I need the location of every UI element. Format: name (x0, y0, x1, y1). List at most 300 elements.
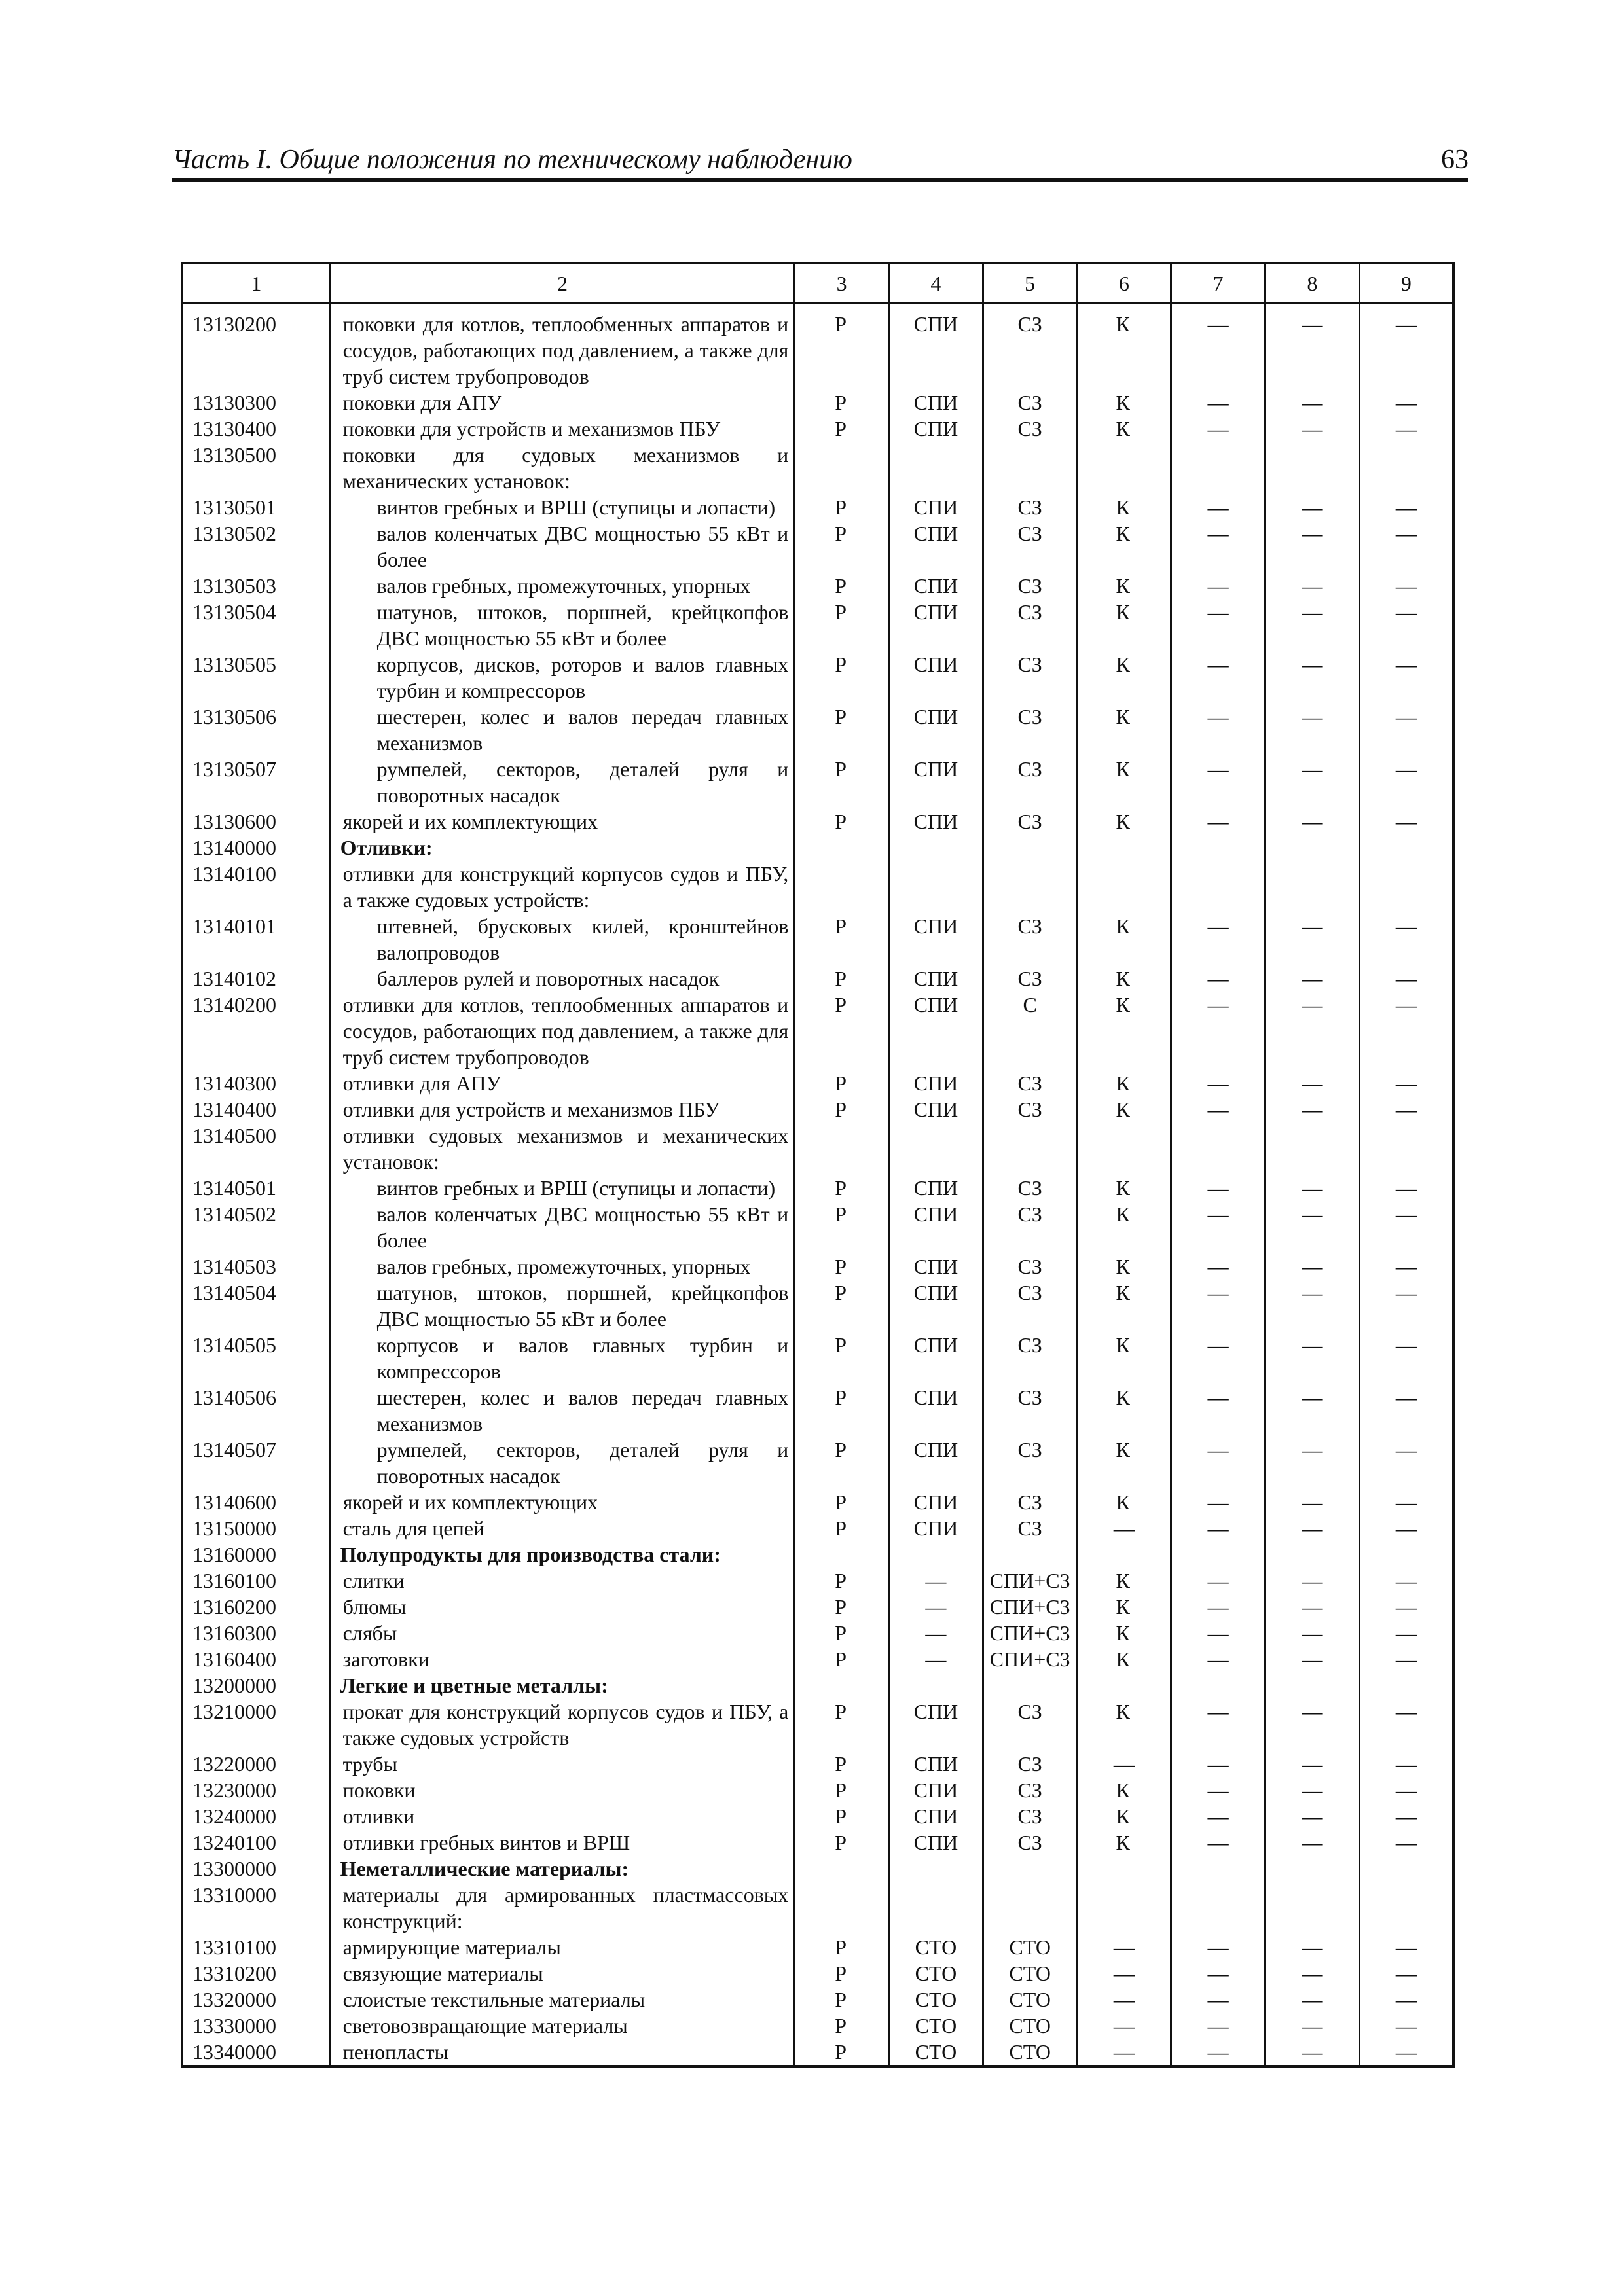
row-code: 13130400 (182, 416, 330, 442)
table-row (182, 1646, 1453, 1672)
row-cell-col3: Р (795, 1986, 889, 2013)
row-cell-col6 (1077, 1541, 1171, 1568)
row-cell-col5: СЗ (983, 1253, 1077, 1280)
column-header: 5 (983, 263, 1077, 304)
row-cell-col5: СЗ (983, 520, 1077, 573)
table-row (182, 1489, 1453, 1515)
row-cell-col3 (795, 1882, 889, 1934)
row-cell-col8: — (1265, 1515, 1359, 1541)
table-row (182, 1515, 1453, 1541)
row-cell-col3: Р (795, 1489, 889, 1515)
row-name: слитки (330, 1568, 795, 1594)
row-cell-col9: — (1359, 1175, 1453, 1201)
row-cell-col6: К (1077, 965, 1171, 992)
row-cell-col8: — (1265, 1070, 1359, 1096)
row-cell-col7: — (1171, 389, 1266, 416)
row-cell-col7: — (1171, 704, 1266, 756)
row-cell-col7: — (1171, 2039, 1266, 2066)
row-cell-col7: — (1171, 1201, 1266, 1253)
row-cell-col5: СЗ (983, 1384, 1077, 1437)
table-row (182, 1280, 1453, 1332)
row-name: отливки для конструкций корпусов судов и ПБУ, а также судовых устройств: (330, 861, 795, 913)
row-cell-col4: — (889, 1568, 983, 1594)
row-cell-col6: К (1077, 573, 1171, 599)
table-row (182, 808, 1453, 834)
table-row (182, 1751, 1453, 1777)
table-row (182, 2039, 1453, 2066)
row-cell-col4: СПИ (889, 1777, 983, 1803)
requirements-table (181, 262, 1455, 2068)
row-cell-col5: СЗ (983, 1698, 1077, 1751)
row-name: шестерен, колес и валов передач главных механизмов (330, 704, 795, 756)
row-cell-col8: — (1265, 1960, 1359, 1986)
row-cell-col8: — (1265, 913, 1359, 965)
row-cell-col7 (1171, 834, 1266, 861)
row-cell-col9: — (1359, 2039, 1453, 2066)
row-name: шатунов, штоков, поршней, крейцкопфов ДВС мощностью 55 кВт и более (330, 1280, 795, 1332)
row-cell-col4 (889, 861, 983, 913)
row-cell-col6: К (1077, 1489, 1171, 1515)
row-cell-col4: — (889, 1646, 983, 1672)
row-code: 13140600 (182, 1489, 330, 1515)
row-cell-col8: — (1265, 965, 1359, 992)
row-cell-col5: СЗ (983, 1515, 1077, 1541)
section-heading: Легкие и цветные металлы: (330, 1672, 795, 1698)
row-cell-col3: Р (795, 389, 889, 416)
table-row (182, 1175, 1453, 1201)
row-cell-col3: Р (795, 913, 889, 965)
table-row (182, 2013, 1453, 2039)
row-cell-col7: — (1171, 651, 1266, 704)
row-cell-col6: К (1077, 1070, 1171, 1096)
row-code: 13210000 (182, 1698, 330, 1751)
row-cell-col8: — (1265, 1568, 1359, 1594)
row-cell-col8 (1265, 442, 1359, 494)
row-cell-col5 (983, 861, 1077, 913)
row-cell-col9: — (1359, 1096, 1453, 1122)
row-cell-col5 (983, 1856, 1077, 1882)
row-cell-col9: — (1359, 1620, 1453, 1646)
row-cell-col5: СТО (983, 2039, 1077, 2066)
row-cell-col6: К (1077, 389, 1171, 416)
row-name: поковки для устройств и механизмов ПБУ (330, 416, 795, 442)
row-cell-col9: — (1359, 704, 1453, 756)
row-cell-col6: К (1077, 756, 1171, 808)
row-cell-col8: — (1265, 2039, 1359, 2066)
row-code: 13340000 (182, 2039, 330, 2066)
row-name: световозвращающие материалы (330, 2013, 795, 2039)
row-cell-col5: СЗ (983, 965, 1077, 992)
row-name: корпусов, дисков, роторов и валов главных турбин и компрессоров (330, 651, 795, 704)
row-cell-col6: — (1077, 2039, 1171, 2066)
row-name: шестерен, колес и валов передач главных механизмов (330, 1384, 795, 1437)
row-cell-col5 (983, 442, 1077, 494)
row-cell-col8: — (1265, 992, 1359, 1070)
row-cell-col3: Р (795, 304, 889, 390)
row-code: 13330000 (182, 2013, 330, 2039)
row-cell-col9: — (1359, 1751, 1453, 1777)
row-code: 13160000 (182, 1541, 330, 1568)
row-cell-col3: Р (795, 1515, 889, 1541)
row-cell-col4: СТО (889, 1934, 983, 1960)
row-cell-col7: — (1171, 808, 1266, 834)
row-cell-col6: — (1077, 1986, 1171, 2013)
row-cell-col7: — (1171, 1489, 1266, 1515)
row-cell-col4: СПИ (889, 1803, 983, 1829)
row-cell-col3: Р (795, 1594, 889, 1620)
row-name: поковки для АПУ (330, 389, 795, 416)
row-cell-col4: СПИ (889, 913, 983, 965)
row-cell-col8: — (1265, 756, 1359, 808)
row-cell-col3: Р (795, 1096, 889, 1122)
row-cell-col9: — (1359, 1280, 1453, 1332)
table-row (182, 416, 1453, 442)
table-row (182, 573, 1453, 599)
row-cell-col6: К (1077, 651, 1171, 704)
column-header: 8 (1265, 263, 1359, 304)
row-cell-col6: К (1077, 1777, 1171, 1803)
column-header: 6 (1077, 263, 1171, 304)
row-cell-col4: СПИ (889, 599, 983, 651)
row-cell-col8: — (1265, 808, 1359, 834)
row-cell-col3: Р (795, 1620, 889, 1646)
row-code: 13140000 (182, 834, 330, 861)
page-header (172, 137, 1468, 182)
row-cell-col5: СЗ (983, 808, 1077, 834)
row-cell-col7: — (1171, 1384, 1266, 1437)
row-code: 13140507 (182, 1437, 330, 1489)
row-cell-col5: СЗ (983, 1489, 1077, 1515)
row-code: 13140501 (182, 1175, 330, 1201)
row-name: валов гребных, промежуточных, упорных (330, 1253, 795, 1280)
row-cell-col6: К (1077, 1803, 1171, 1829)
row-cell-col9: — (1359, 1829, 1453, 1856)
row-cell-col5: СЗ (983, 573, 1077, 599)
row-code: 13150000 (182, 1515, 330, 1541)
table-row (182, 1934, 1453, 1960)
row-cell-col9: — (1359, 1777, 1453, 1803)
table-row (182, 304, 1453, 390)
row-cell-col7: — (1171, 1568, 1266, 1594)
row-cell-col9: — (1359, 1253, 1453, 1280)
table-row (182, 1620, 1453, 1646)
row-code: 13230000 (182, 1777, 330, 1803)
row-cell-col3 (795, 1672, 889, 1698)
row-name: винтов гребных и ВРШ (ступицы и лопасти) (330, 494, 795, 520)
row-cell-col9 (1359, 1856, 1453, 1882)
row-cell-col9: — (1359, 1986, 1453, 2013)
row-cell-col4: СТО (889, 1986, 983, 2013)
table-row (182, 1096, 1453, 1122)
row-cell-col8: — (1265, 1698, 1359, 1751)
row-cell-col3: Р (795, 494, 889, 520)
row-code: 13130504 (182, 599, 330, 651)
row-cell-col6 (1077, 1882, 1171, 1934)
row-cell-col3: Р (795, 1960, 889, 1986)
row-cell-col6: — (1077, 1960, 1171, 1986)
row-cell-col5: СЗ (983, 1803, 1077, 1829)
row-cell-col7: — (1171, 1280, 1266, 1332)
row-code: 13160300 (182, 1620, 330, 1646)
row-cell-col9: — (1359, 389, 1453, 416)
row-code: 13240100 (182, 1829, 330, 1856)
row-code: 13140400 (182, 1096, 330, 1122)
row-code: 13140100 (182, 861, 330, 913)
row-code: 13130500 (182, 442, 330, 494)
row-cell-col6: К (1077, 1646, 1171, 1672)
row-cell-col3 (795, 1541, 889, 1568)
row-cell-col3: Р (795, 1332, 889, 1384)
row-cell-col3: Р (795, 1777, 889, 1803)
column-header: 3 (795, 263, 889, 304)
running-title: Часть I. Общие положения по техническому наблюдению (172, 145, 852, 175)
row-cell-col6: — (1077, 1934, 1171, 1960)
row-cell-col6: К (1077, 1280, 1171, 1332)
row-cell-col7: — (1171, 913, 1266, 965)
row-cell-col5: СПИ+СЗ (983, 1620, 1077, 1646)
row-cell-col7: — (1171, 1803, 1266, 1829)
row-cell-col6: К (1077, 913, 1171, 965)
row-cell-col5 (983, 1541, 1077, 1568)
row-cell-col8: — (1265, 1253, 1359, 1280)
row-cell-col4: СПИ (889, 808, 983, 834)
table-row (182, 1253, 1453, 1280)
table-row (182, 834, 1453, 861)
table-row (182, 1777, 1453, 1803)
row-cell-col3: Р (795, 1280, 889, 1332)
row-cell-col5: СТО (983, 1986, 1077, 2013)
row-cell-col4 (889, 1122, 983, 1175)
row-cell-col3: Р (795, 2039, 889, 2066)
row-name: пенопласты (330, 2039, 795, 2066)
row-cell-col7: — (1171, 599, 1266, 651)
row-code: 13130505 (182, 651, 330, 704)
row-code: 13140200 (182, 992, 330, 1070)
row-code: 13160400 (182, 1646, 330, 1672)
row-name: блюмы (330, 1594, 795, 1620)
row-cell-col7: — (1171, 1096, 1266, 1122)
row-code: 13160100 (182, 1568, 330, 1594)
row-cell-col6: К (1077, 304, 1171, 390)
table-row (182, 599, 1453, 651)
row-cell-col8 (1265, 834, 1359, 861)
row-cell-col5: СЗ (983, 599, 1077, 651)
table-row (182, 913, 1453, 965)
row-name: отливки для устройств и механизмов ПБУ (330, 1096, 795, 1122)
row-cell-col6: К (1077, 416, 1171, 442)
row-name: сталь для цепей (330, 1515, 795, 1541)
row-cell-col5: СЗ (983, 1829, 1077, 1856)
row-cell-col8: — (1265, 2013, 1359, 2039)
row-cell-col4: СПИ (889, 1175, 983, 1201)
row-cell-col5: СЗ (983, 1751, 1077, 1777)
row-cell-col7: — (1171, 1332, 1266, 1384)
row-cell-col8: — (1265, 599, 1359, 651)
row-cell-col5: СПИ+СЗ (983, 1594, 1077, 1620)
page-number: 63 (1441, 145, 1468, 175)
row-cell-col8: — (1265, 1175, 1359, 1201)
row-name: винтов гребных и ВРШ (ступицы и лопасти) (330, 1175, 795, 1201)
row-cell-col8: — (1265, 1489, 1359, 1515)
table-row (182, 1201, 1453, 1253)
row-cell-col5: СПИ+СЗ (983, 1568, 1077, 1594)
row-cell-col3: Р (795, 1201, 889, 1253)
row-cell-col6: К (1077, 704, 1171, 756)
row-name: армирующие материалы (330, 1934, 795, 1960)
column-header: 4 (889, 263, 983, 304)
row-cell-col6: К (1077, 1253, 1171, 1280)
row-cell-col5: СЗ (983, 1096, 1077, 1122)
row-cell-col9: — (1359, 1515, 1453, 1541)
row-cell-col7: — (1171, 1175, 1266, 1201)
row-cell-col9: — (1359, 1070, 1453, 1096)
row-cell-col8: — (1265, 1594, 1359, 1620)
row-cell-col3: Р (795, 1698, 889, 1751)
row-code: 13140300 (182, 1070, 330, 1096)
row-cell-col3: Р (795, 965, 889, 992)
row-cell-col6 (1077, 834, 1171, 861)
row-cell-col5: СЗ (983, 704, 1077, 756)
table-row (182, 1437, 1453, 1489)
row-cell-col3: Р (795, 1175, 889, 1201)
row-cell-col7: — (1171, 416, 1266, 442)
row-name: слябы (330, 1620, 795, 1646)
row-cell-col7: — (1171, 1934, 1266, 1960)
row-code: 13140506 (182, 1384, 330, 1437)
row-cell-col3 (795, 442, 889, 494)
row-cell-col3 (795, 861, 889, 913)
row-cell-col5: СТО (983, 1934, 1077, 1960)
row-name: якорей и их комплектующих (330, 1489, 795, 1515)
row-cell-col4: СПИ (889, 1201, 983, 1253)
row-cell-col7 (1171, 1541, 1266, 1568)
row-cell-col3: Р (795, 808, 889, 834)
row-cell-col8: — (1265, 1620, 1359, 1646)
row-cell-col7: — (1171, 1698, 1266, 1751)
row-cell-col5: СЗ (983, 913, 1077, 965)
table-row (182, 1122, 1453, 1175)
row-cell-col9: — (1359, 599, 1453, 651)
row-code: 13200000 (182, 1672, 330, 1698)
row-cell-col8: — (1265, 1646, 1359, 1672)
row-cell-col4: СПИ (889, 304, 983, 390)
row-cell-col6: — (1077, 1515, 1171, 1541)
row-cell-col9: — (1359, 416, 1453, 442)
table-row (182, 1882, 1453, 1934)
row-cell-col5: С (983, 992, 1077, 1070)
row-cell-col9: — (1359, 1332, 1453, 1384)
row-cell-col9: — (1359, 304, 1453, 390)
row-cell-col6 (1077, 861, 1171, 913)
row-cell-col6: К (1077, 1829, 1171, 1856)
row-cell-col9: — (1359, 1960, 1453, 1986)
row-name: отливки для АПУ (330, 1070, 795, 1096)
row-cell-col6: К (1077, 1332, 1171, 1384)
row-cell-col4: СПИ (889, 1280, 983, 1332)
row-cell-col3: Р (795, 651, 889, 704)
row-cell-col8: — (1265, 1201, 1359, 1253)
row-cell-col5 (983, 1672, 1077, 1698)
row-cell-col9 (1359, 834, 1453, 861)
row-name: материалы для армированных пластмассовых конструкций: (330, 1882, 795, 1934)
row-cell-col9 (1359, 1122, 1453, 1175)
row-name: якорей и их комплектующих (330, 808, 795, 834)
row-code: 13130600 (182, 808, 330, 834)
row-cell-col5: СЗ (983, 1175, 1077, 1201)
row-cell-col4: СПИ (889, 494, 983, 520)
row-cell-col6: К (1077, 1437, 1171, 1489)
row-cell-col4 (889, 442, 983, 494)
row-cell-col3 (795, 1122, 889, 1175)
row-cell-col4: СПИ (889, 965, 983, 992)
row-code: 13140102 (182, 965, 330, 992)
table-row (182, 442, 1453, 494)
table-row (182, 704, 1453, 756)
row-cell-col9: — (1359, 992, 1453, 1070)
row-cell-col9: — (1359, 1201, 1453, 1253)
row-cell-col3: Р (795, 520, 889, 573)
row-name: поковки для судовых механизмов и механических установок: (330, 442, 795, 494)
row-cell-col9: — (1359, 1489, 1453, 1515)
table-row (182, 756, 1453, 808)
row-cell-col8: — (1265, 1829, 1359, 1856)
row-name: валов коленчатых ДВС мощностью 55 кВт и более (330, 520, 795, 573)
row-cell-col7: — (1171, 1751, 1266, 1777)
row-cell-col3: Р (795, 1437, 889, 1489)
row-cell-col6 (1077, 442, 1171, 494)
table-body (182, 304, 1453, 2067)
row-code: 13220000 (182, 1751, 330, 1777)
row-cell-col6: — (1077, 1751, 1171, 1777)
row-code: 13130200 (182, 304, 330, 390)
row-cell-col6: К (1077, 992, 1171, 1070)
row-name: отливки гребных винтов и ВРШ (330, 1829, 795, 1856)
row-cell-col8 (1265, 1882, 1359, 1934)
row-cell-col8: — (1265, 1437, 1359, 1489)
row-cell-col3: Р (795, 1070, 889, 1096)
row-cell-col4 (889, 1672, 983, 1698)
row-code: 13140502 (182, 1201, 330, 1253)
row-cell-col5: СТО (983, 2013, 1077, 2039)
row-cell-col4: СПИ (889, 992, 983, 1070)
row-cell-col3 (795, 1856, 889, 1882)
row-cell-col3: Р (795, 1568, 889, 1594)
row-cell-col6: К (1077, 1620, 1171, 1646)
row-cell-col6: К (1077, 1175, 1171, 1201)
row-cell-col9: — (1359, 913, 1453, 965)
row-cell-col5: СЗ (983, 651, 1077, 704)
row-cell-col3: Р (795, 1646, 889, 1672)
row-cell-col5: СЗ (983, 1777, 1077, 1803)
row-cell-col7 (1171, 1672, 1266, 1698)
row-cell-col7: — (1171, 1437, 1266, 1489)
row-name: слоистые текстильные материалы (330, 1986, 795, 2013)
row-cell-col7 (1171, 1856, 1266, 1882)
row-cell-col4: СПИ (889, 1332, 983, 1384)
row-cell-col5: СТО (983, 1960, 1077, 1986)
table-row (182, 1986, 1453, 2013)
row-cell-col3: Р (795, 2013, 889, 2039)
table-row (182, 1803, 1453, 1829)
row-cell-col9: — (1359, 1698, 1453, 1751)
row-cell-col7 (1171, 442, 1266, 494)
row-cell-col9: — (1359, 1437, 1453, 1489)
row-code: 13160200 (182, 1594, 330, 1620)
row-cell-col9: — (1359, 1594, 1453, 1620)
row-cell-col9: — (1359, 1934, 1453, 1960)
row-cell-col3: Р (795, 416, 889, 442)
row-cell-col9: — (1359, 1384, 1453, 1437)
